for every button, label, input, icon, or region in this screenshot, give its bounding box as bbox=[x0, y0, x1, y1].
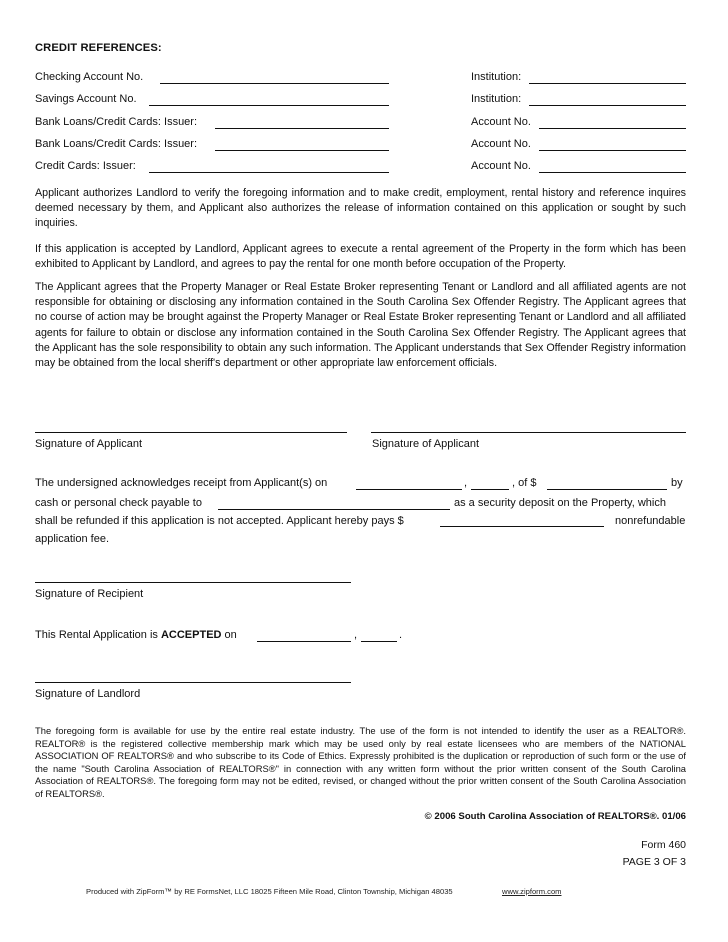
ack-of-dollar: , of $ bbox=[512, 477, 537, 489]
bank-loans-issuer-label-2: Bank Loans/Credit Cards: Issuer: bbox=[35, 138, 198, 150]
bank-loans-issuer-field-2[interactable] bbox=[215, 150, 389, 151]
recipient-signature-label: Signature of Recipient bbox=[35, 588, 144, 600]
ack-fee-field[interactable] bbox=[440, 526, 604, 527]
credit-cards-row bbox=[35, 160, 686, 174]
bank-loans-row-1 bbox=[35, 116, 686, 130]
form-number: Form 460 bbox=[641, 839, 686, 851]
ack-by: by bbox=[671, 477, 683, 489]
bank-loans-account-field-2[interactable] bbox=[539, 150, 686, 151]
checking-account-label: Checking Account No. bbox=[35, 71, 144, 83]
credit-cards-issuer-label: Credit Cards: Issuer: bbox=[35, 160, 136, 172]
acceptance-paragraph: If this application is accepted by Landlord, Applicant agrees to execute a rental agreement of the Property in the form which has been exhibited to Applicant by Landlord, and agrees to pay the rental for one month before occupation of the Property. bbox=[35, 243, 686, 271]
savings-institution-label: Institution: bbox=[471, 93, 522, 105]
sex-offender-registry-paragraph: The Applicant agrees that the Property Manager or Real Estate Broker representing Tenant or Landlord and all affiliated agents are not responsible for obtaining or disclosing any information contained in the South Carolina Sex Offender Registry. The Applicant agrees that no course of action may be brought against the Property Manager or Real Estate Broker representing Tenant or Landlord and all affiliated agents for failure to obtain or disclose any information contained in the South Carolina Sex Offender Registry. The Applicant agrees that the Applicant has the sole responsibility to obtain any such information. The Applicant understands that Sex Offender Registry information may be obtained from the local sheriff's department or other appropriate law enforcement officials. bbox=[35, 281, 686, 370]
applicant-signature-label-1: Signature of Applicant bbox=[35, 438, 143, 450]
zipform-link[interactable]: www.zipform.com bbox=[502, 887, 562, 896]
recipient-signature-line[interactable] bbox=[35, 582, 351, 583]
ack-line-1-text: The undersigned acknowledges receipt from Applicant(s) on bbox=[35, 477, 328, 489]
applicant-signature-label-2: Signature of Applicant bbox=[372, 438, 480, 450]
ack-amount-field[interactable] bbox=[547, 489, 667, 490]
ack-line-4-text: application fee. bbox=[35, 533, 109, 545]
checking-institution-field[interactable] bbox=[529, 83, 686, 84]
ack-line-3-text: shall be refunded if this application is not accepted. Applicant hereby pays $ bbox=[35, 515, 404, 527]
bank-loans-issuer-field-1[interactable] bbox=[215, 128, 389, 129]
ack-payee-field[interactable] bbox=[218, 509, 450, 510]
legal-notice: The foregoing form is available for use by the entire real estate industry. The use of the form is not intended to identify the user as a REALTOR®. REALTOR® is the registered collective membership mark which may be used only by real estate licensees who are members of the NATIONAL ASSOCIATION OF REALTORS® and who subscribe to its Code of Ethics. Expressly prohibited is the duplication or reproduction of such form or the use of the name "South Carolina Association of REALTORS®" in connection with any written form without the prior written consent of the South Carolina Association of REALTORS®. The foregoing form may not be edited, revised, or changed without the prior written consent of the South Carolina Association of REALTORS®. bbox=[35, 725, 686, 799]
page-number: PAGE 3 OF 3 bbox=[622, 856, 686, 868]
checking-account-row bbox=[35, 71, 686, 85]
ack-line-2-text: cash or personal check payable to bbox=[35, 497, 202, 509]
applicant-signature-line-2[interactable] bbox=[371, 432, 686, 433]
credit-cards-issuer-field[interactable] bbox=[149, 172, 389, 173]
authorization-paragraph: Applicant authorizes Landlord to verify the foregoing information and to make credit, employment, rental history and reference inquires deemed necessary by them, and Applicant also authorizes the release of information contained on this application or sought by such inquiries. bbox=[35, 187, 686, 230]
applicant-signature-line-1[interactable] bbox=[35, 432, 347, 433]
accepted-prefix bbox=[35, 629, 237, 641]
accepted-bold-word: ACCEPTED bbox=[160, 629, 222, 641]
landlord-signature-line[interactable] bbox=[35, 682, 351, 683]
ack-comma: , bbox=[464, 477, 468, 489]
ack-line-2-end: as a security deposit on the Property, which bbox=[454, 497, 666, 509]
bank-loans-account-field-1[interactable] bbox=[539, 128, 686, 129]
credit-cards-account-label: Account No. bbox=[471, 160, 531, 172]
savings-institution-field[interactable] bbox=[529, 105, 686, 106]
savings-account-row bbox=[35, 93, 686, 107]
accepted-comma: , bbox=[354, 629, 358, 641]
produced-by-text: Produced with ZipForm™ by RE FormsNet, LLC 18025 Fifteen Mile Road, Clinton Township, Michigan 48035 bbox=[86, 887, 453, 896]
accepted-date-field[interactable] bbox=[257, 641, 351, 642]
bank-loans-account-label-1: Account No. bbox=[471, 116, 531, 128]
landlord-signature-label: Signature of Landlord bbox=[35, 688, 141, 700]
bank-loans-issuer-label-1: Bank Loans/Credit Cards: Issuer: bbox=[35, 116, 198, 128]
bank-loans-row-2 bbox=[35, 138, 686, 152]
savings-account-label: Savings Account No. bbox=[35, 93, 137, 105]
savings-account-field[interactable] bbox=[149, 105, 389, 106]
ack-date-field[interactable] bbox=[356, 489, 462, 490]
ack-year-field[interactable] bbox=[471, 489, 509, 490]
accepted-prefix-text: This Rental Application is bbox=[35, 629, 158, 641]
bank-loans-account-label-2: Account No. bbox=[471, 138, 531, 150]
accepted-period: . bbox=[399, 629, 403, 641]
ack-line-3-end: nonrefundable bbox=[615, 515, 686, 527]
credit-references-heading: CREDIT REFERENCES: bbox=[35, 42, 162, 54]
copyright-notice: © 2006 South Carolina Association of REALTORS®. 01/06 bbox=[424, 811, 686, 822]
accepted-on: on bbox=[224, 629, 237, 641]
accepted-year-field[interactable] bbox=[361, 641, 397, 642]
checking-account-field[interactable] bbox=[160, 83, 389, 84]
credit-cards-account-field[interactable] bbox=[539, 172, 686, 173]
checking-institution-label: Institution: bbox=[471, 71, 522, 83]
form-page bbox=[35, 0, 686, 942]
